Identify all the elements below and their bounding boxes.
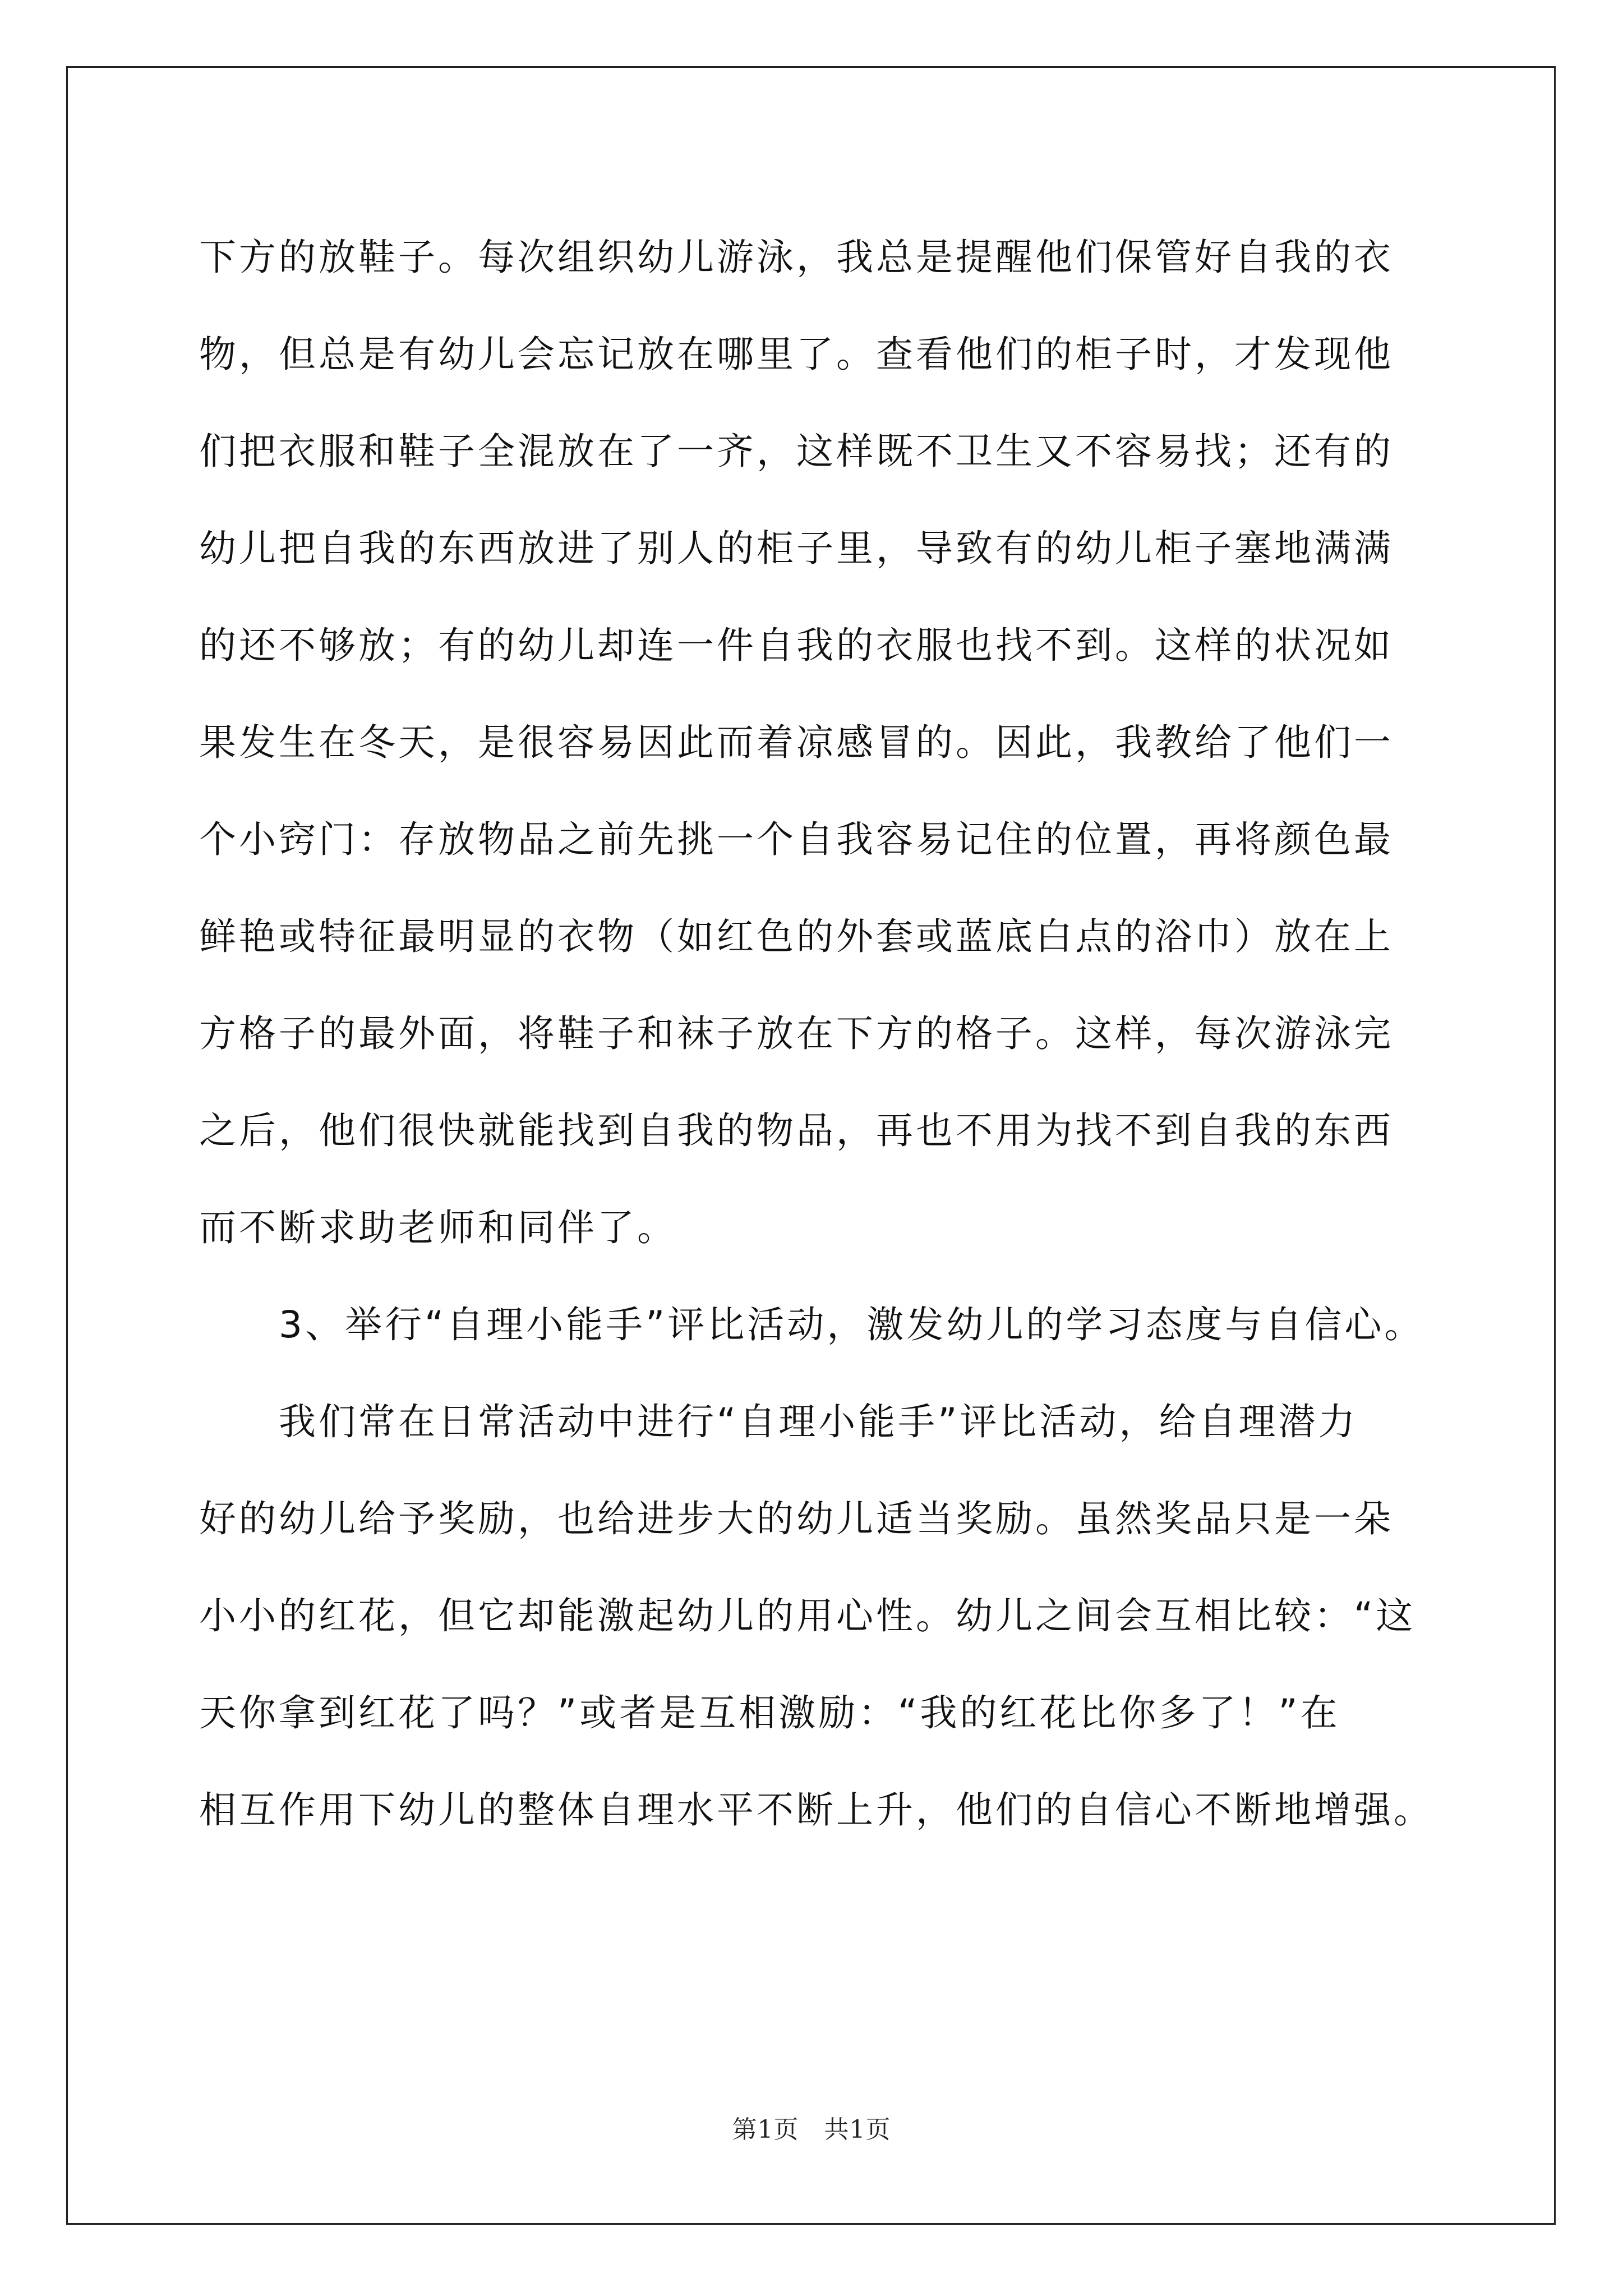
- text-line: 天你拿到红花了吗？”或者是互相激励：“我的红花比你多了！”在: [199, 1691, 1340, 1734]
- text-line: 下方的放鞋子。每次组织幼儿游泳，我总是提醒他们保管好自我的衣: [199, 236, 1394, 279]
- text-line: 而不断求助老师和同伴了。: [199, 1206, 677, 1249]
- text-line: 果发生在冬天，是很容易因此而着凉感冒的。因此，我教给了他们一: [199, 721, 1394, 764]
- document-body: [199, 209, 1433, 1858]
- text-line: 鲜艳或特征最明显的衣物（如红色的外套或蓝底白点的浴巾）放在上: [199, 915, 1394, 958]
- text-line: 物，但总是有幼儿会忘记放在哪里了。查看他们的柜子时，才发现他: [199, 333, 1394, 376]
- text-line: 幼儿把自我的东西放进了别人的柜子里，导致有的幼儿柜子塞地满满: [199, 527, 1394, 570]
- text-line: 小小的红花，但它却能激起幼儿的用心性。幼儿之间会互相比较：“这: [199, 1594, 1416, 1637]
- text-line: 个小窍门：存放物品之前先挑一个自我容易记住的位置，再将颜色最: [199, 818, 1394, 861]
- page-number-footer: 第1页 共1页: [732, 2115, 891, 2144]
- text-line: 好的幼儿给予奖励，也给进步大的幼儿适当奖励。虽然奖品只是一朵: [199, 1497, 1394, 1540]
- text-line: 我们常在日常活动中进行“自理小能手”评比活动，给自理潜力: [199, 1400, 1358, 1443]
- section-heading: 3、举行“自理小能手”评比活动，激发幼儿的学习态度与自信心。: [199, 1303, 1424, 1346]
- text-line: 相互作用下幼儿的整体自理水平不断上升，他们的自信心不断地增强。: [199, 1788, 1433, 1832]
- text-line: 之后，他们很快就能找到自我的物品，再也不用为找不到自我的东西: [199, 1109, 1394, 1152]
- text-line: 方格子的最外面，将鞋子和袜子放在下方的格子。这样，每次游泳完: [199, 1012, 1394, 1055]
- text-line: 的还不够放；有的幼儿却连一件自我的衣服也找不到。这样的状况如: [199, 624, 1394, 667]
- text-line: 们把衣服和鞋子全混放在了一齐，这样既不卫生又不容易找；还有的: [199, 430, 1394, 473]
